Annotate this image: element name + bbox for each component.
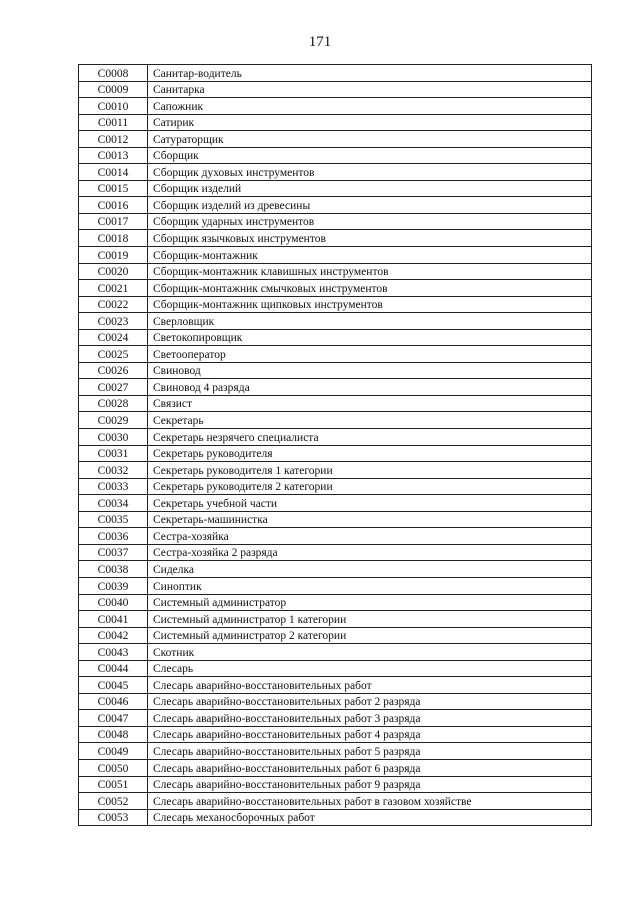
profession-name-cell: Сапожник [148,98,592,115]
table-row [79,511,592,528]
table-row [79,710,592,727]
table-row [79,329,592,346]
code-cell: С0016 [79,197,148,214]
table-row [79,280,592,297]
profession-name-cell: Секретарь руководителя 1 категории [148,462,592,479]
table-row [79,743,592,760]
code-cell: С0041 [79,611,148,628]
table-row [79,726,592,743]
code-cell: С0020 [79,263,148,280]
code-cell: С0024 [79,329,148,346]
code-cell: С0034 [79,495,148,512]
table-row [79,495,592,512]
table-row [79,776,592,793]
code-cell: С0037 [79,544,148,561]
code-cell: С0022 [79,296,148,313]
profession-name-cell: Сестра-хозяйка 2 разряда [148,544,592,561]
code-cell: С0049 [79,743,148,760]
profession-name-cell: Системный администратор 1 категории [148,611,592,628]
table-row [79,213,592,230]
code-cell: С0018 [79,230,148,247]
table-row [79,230,592,247]
profession-name-cell: Сборщик [148,147,592,164]
profession-name-cell: Скотник [148,644,592,661]
code-cell: С0008 [79,65,148,82]
profession-name-cell: Сборщик-монтажник щипковых инструментов [148,296,592,313]
profession-name-cell: Слесарь аварийно-восстановительных работ в газовом хозяйстве [148,793,592,810]
code-cell: С0050 [79,759,148,776]
profession-name-cell: Светокопировщик [148,329,592,346]
profession-name-cell: Свиновод [148,362,592,379]
code-cell: С0040 [79,594,148,611]
table-row [79,346,592,363]
profession-name-cell: Санитарка [148,81,592,98]
code-cell: С0025 [79,346,148,363]
code-cell: С0027 [79,379,148,396]
code-cell: С0012 [79,131,148,148]
profession-name-cell: Светооператор [148,346,592,363]
code-cell: С0030 [79,429,148,446]
table-row [79,379,592,396]
code-cell: С0033 [79,478,148,495]
table-row [79,561,592,578]
code-cell: С0044 [79,660,148,677]
code-cell: С0038 [79,561,148,578]
profession-name-cell: Слесарь аварийно-восстановительных работ [148,677,592,694]
table-row [79,759,592,776]
code-cell: С0053 [79,809,148,826]
profession-name-cell: Слесарь аварийно-восстановительных работ 9 разряда [148,776,592,793]
code-cell: С0042 [79,627,148,644]
code-cell: С0011 [79,114,148,131]
table-row [79,544,592,561]
table-row [79,197,592,214]
profession-name-cell: Слесарь [148,660,592,677]
code-cell: С0039 [79,577,148,594]
table-row [79,296,592,313]
table-row [79,412,592,429]
code-cell: С0014 [79,164,148,181]
profession-name-cell: Слесарь механосборочных работ [148,809,592,826]
table-row [79,263,592,280]
code-cell: С0009 [79,81,148,98]
table-row [79,65,592,82]
table-row [79,594,592,611]
code-cell: С0045 [79,677,148,694]
code-cell: С0019 [79,247,148,264]
code-cell: С0026 [79,362,148,379]
table-row [79,81,592,98]
code-cell: С0051 [79,776,148,793]
profession-name-cell: Сборщик изделий [148,180,592,197]
profession-name-cell: Слесарь аварийно-восстановительных работ 5 разряда [148,743,592,760]
profession-code-table [78,64,592,826]
code-cell: С0017 [79,213,148,230]
profession-name-cell: Слесарь аварийно-восстановительных работ 4 разряда [148,726,592,743]
profession-name-cell: Свиновод 4 разряда [148,379,592,396]
profession-name-cell: Санитар-водитель [148,65,592,82]
table-row [79,362,592,379]
table-row [79,462,592,479]
table-row [79,627,592,644]
table-row [79,793,592,810]
profession-name-cell: Сборщик ударных инструментов [148,213,592,230]
table-row [79,180,592,197]
profession-name-cell: Сборщик язычковых инструментов [148,230,592,247]
profession-name-cell: Секретарь руководителя [148,445,592,462]
profession-name-cell: Секретарь-машинистка [148,511,592,528]
table-body [79,65,592,826]
profession-name-cell: Сборщик-монтажник клавишных инструментов [148,263,592,280]
code-cell: С0043 [79,644,148,661]
table-row [79,809,592,826]
profession-name-cell: Системный администратор 2 категории [148,627,592,644]
profession-name-cell: Системный администратор [148,594,592,611]
table-row [79,313,592,330]
code-cell: С0029 [79,412,148,429]
table-row [79,164,592,181]
table-row [79,98,592,115]
profession-name-cell: Секретарь незрячего специалиста [148,429,592,446]
profession-name-cell: Связист [148,395,592,412]
profession-name-cell: Секретарь [148,412,592,429]
profession-name-cell: Слесарь аварийно-восстановительных работ 2 разряда [148,693,592,710]
profession-name-cell: Сатураторщик [148,131,592,148]
table-row [79,577,592,594]
profession-name-cell: Сборщик-монтажник [148,247,592,264]
profession-name-cell: Синоптик [148,577,592,594]
code-cell: С0036 [79,528,148,545]
profession-name-cell: Секретарь учебной части [148,495,592,512]
code-cell: С0023 [79,313,148,330]
table-row [79,677,592,694]
profession-name-cell: Слесарь аварийно-восстановительных работ 3 разряда [148,710,592,727]
code-cell: С0010 [79,98,148,115]
profession-name-cell: Сборщик духовых инструментов [148,164,592,181]
table-row [79,131,592,148]
code-cell: С0052 [79,793,148,810]
table-row [79,247,592,264]
table-row [79,429,592,446]
code-cell: С0048 [79,726,148,743]
table-row [79,114,592,131]
profession-name-cell: Слесарь аварийно-восстановительных работ 6 разряда [148,759,592,776]
profession-name-cell: Сатирик [148,114,592,131]
code-cell: С0031 [79,445,148,462]
code-cell: С0035 [79,511,148,528]
code-cell: С0047 [79,710,148,727]
profession-name-cell: Секретарь руководителя 2 категории [148,478,592,495]
table-row [79,528,592,545]
table-row [79,644,592,661]
code-cell: С0021 [79,280,148,297]
table-row [79,147,592,164]
table-row [79,445,592,462]
code-cell: С0015 [79,180,148,197]
table-row [79,611,592,628]
code-cell: С0028 [79,395,148,412]
code-cell: С0046 [79,693,148,710]
profession-name-cell: Сестра-хозяйка [148,528,592,545]
profession-name-cell: Сверловщик [148,313,592,330]
table-row [79,478,592,495]
profession-name-cell: Сборщик изделий из древесины [148,197,592,214]
profession-name-cell: Сиделка [148,561,592,578]
table-row [79,660,592,677]
profession-name-cell: Сборщик-монтажник смычковых инструментов [148,280,592,297]
table-row [79,693,592,710]
code-cell: С0013 [79,147,148,164]
page-number: 171 [308,34,332,50]
code-cell: С0032 [79,462,148,479]
table-row [79,395,592,412]
